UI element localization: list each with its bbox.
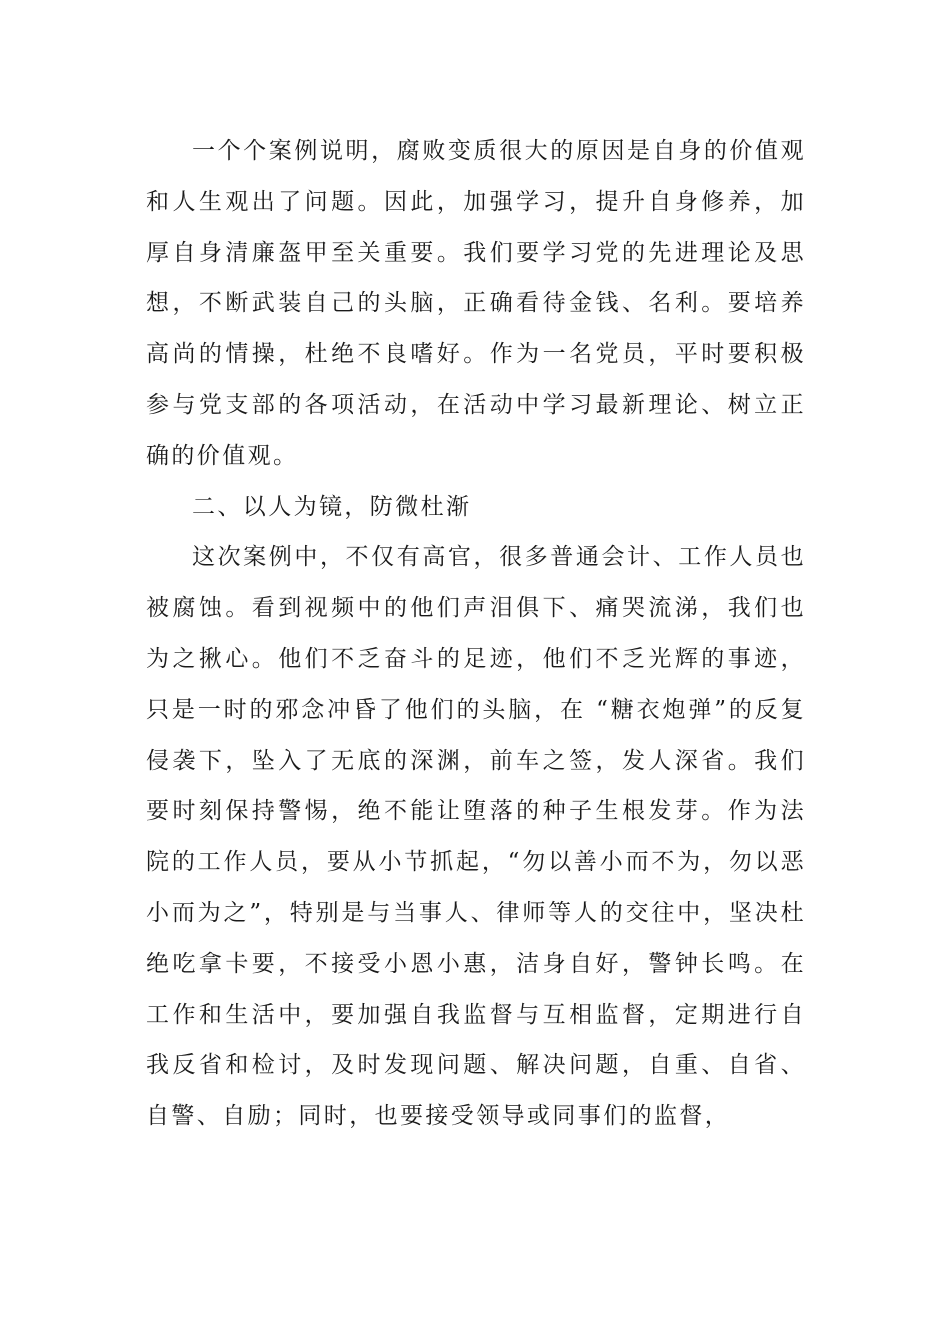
paragraph-values-study: 一个个案例说明，腐败变质很大的原因是自身的价值观和人生观出了问题。因此，加强学习，提升自身修养，加厚自身清廉盔甲至关重要。我们要学习党的先进理论及思想，不断武装自己的头脑，正确看待金钱、名利。要培养高尚的情操，杜绝不良嗜好。作为一名党员，平时要积极参与党支部的各项活动，在活动中学习最新理论、树立正确的价值观。	[146, 138, 806, 469]
paragraph-mirror-cases: 这次案例中，不仅有高官，很多普通会计、工作人员也被腐蚀。看到视频中的他们声泪俱下、痛哭流涕，我们也为之揪心。他们不乏奋斗的足迹，他们不乏光辉的事迹，只是一时的邪念冲昏了他们的头脑，在 “糖衣炮弹”的反复侵袭下，坠入了无底的深渊，前车之签，发人深省。我们要时刻保持警惕，绝不能让堕落的种子生根发芽。作为法院的工作人员，要从小节抓起，“勿以善小而不为，勿以恶小而为之”，特别是与当事人、律师等人的交往中，坚决杜绝吃拿卡要，不接受小恩小惠，洁身自好，警钟长鸣。在工作和生活中，要加强自我监督与互相监督，定期进行自我反省和检讨，及时发现问题、解决问题，自重、自省、自警、自励；同时，也要接受领导或同事们的监督，	[146, 544, 806, 1130]
section-heading-2: 二、以人为镜，防微杜渐	[192, 493, 472, 520]
document-body	[146, 126, 806, 1142]
